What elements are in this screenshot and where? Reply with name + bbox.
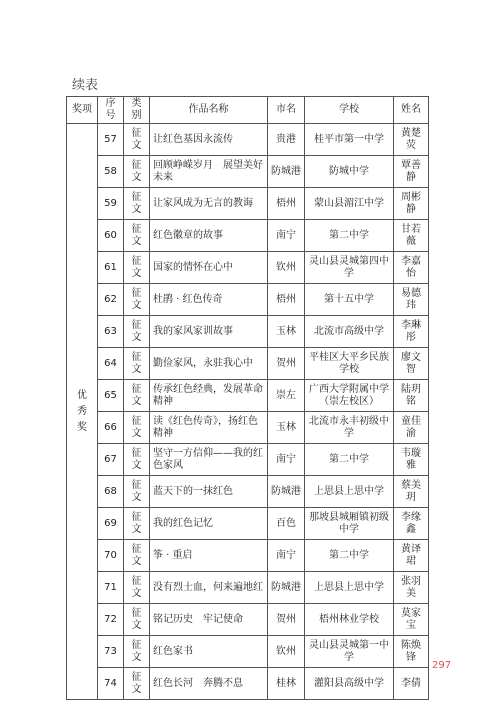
row-number: 73 bbox=[98, 636, 124, 668]
row-category: 征文 bbox=[124, 412, 150, 444]
row-city: 贺州 bbox=[268, 348, 305, 380]
table-row bbox=[67, 604, 429, 636]
row-city: 南宁 bbox=[268, 444, 305, 476]
row-name: 覃善静 bbox=[394, 156, 429, 188]
header-school: 学校 bbox=[305, 97, 394, 124]
row-category: 征文 bbox=[124, 220, 150, 252]
award-level-cell bbox=[67, 124, 98, 700]
row-number: 66 bbox=[98, 412, 124, 444]
award-level-char: 秀 bbox=[77, 405, 87, 417]
row-work-title: 让红色基因永流传 bbox=[150, 124, 268, 156]
row-work-title: 铭记历史 牢记使命 bbox=[150, 604, 268, 636]
row-city: 防城港 bbox=[268, 476, 305, 508]
row-name: 韦璇雅 bbox=[394, 444, 429, 476]
row-school: 灵山县灵城第一中学 bbox=[305, 636, 394, 668]
row-name: 李倩 bbox=[394, 668, 429, 700]
row-school: 上思县上思中学 bbox=[305, 476, 394, 508]
row-city: 贺州 bbox=[268, 604, 305, 636]
row-category: 征文 bbox=[124, 508, 150, 540]
table-row bbox=[67, 636, 429, 668]
table-row bbox=[67, 252, 429, 284]
row-category: 征文 bbox=[124, 540, 150, 572]
table-row bbox=[67, 380, 429, 412]
header-work-title: 作品名称 bbox=[150, 97, 268, 124]
row-work-title: 红色长河 奔腾不息 bbox=[150, 668, 268, 700]
row-work-title: 筝 · 重启 bbox=[150, 540, 268, 572]
row-category: 征文 bbox=[124, 124, 150, 156]
row-name: 周彬静 bbox=[394, 188, 429, 220]
row-name: 张羽美 bbox=[394, 572, 429, 604]
row-name: 易德玮 bbox=[394, 284, 429, 316]
row-work-title: 杜鹃 · 红色传奇 bbox=[150, 284, 268, 316]
table-row bbox=[67, 508, 429, 540]
row-name: 黄译珺 bbox=[394, 540, 429, 572]
row-city: 贵港 bbox=[268, 124, 305, 156]
row-category: 征文 bbox=[124, 604, 150, 636]
row-name: 廖文智 bbox=[394, 348, 429, 380]
row-city: 梧州 bbox=[268, 284, 305, 316]
row-school: 平桂区大平乡民族学校 bbox=[305, 348, 394, 380]
row-category: 征文 bbox=[124, 476, 150, 508]
row-name: 陈焕锋 bbox=[394, 636, 429, 668]
row-school: 第二中学 bbox=[305, 540, 394, 572]
row-category: 征文 bbox=[124, 284, 150, 316]
header-row bbox=[67, 97, 429, 124]
table-row bbox=[67, 316, 429, 348]
award-level-char: 优 bbox=[77, 389, 87, 401]
row-name: 李嘉怡 bbox=[394, 252, 429, 284]
row-work-title: 国家的情怀在心中 bbox=[150, 252, 268, 284]
row-work-title: 红色家书 bbox=[150, 636, 268, 668]
row-category: 征文 bbox=[124, 636, 150, 668]
row-school: 那坡县城厢镇初级中学 bbox=[305, 508, 394, 540]
row-number: 58 bbox=[98, 156, 124, 188]
row-city: 防城港 bbox=[268, 156, 305, 188]
row-school: 上思县上思中学 bbox=[305, 572, 394, 604]
row-number: 61 bbox=[98, 252, 124, 284]
row-category: 征文 bbox=[124, 572, 150, 604]
row-work-title: 坚守一方信仰——我的红色家风 bbox=[150, 444, 268, 476]
row-number: 63 bbox=[98, 316, 124, 348]
row-category: 征文 bbox=[124, 188, 150, 220]
row-city: 玉林 bbox=[268, 316, 305, 348]
table-row bbox=[67, 284, 429, 316]
header-category: 类别 bbox=[124, 97, 150, 124]
award-table bbox=[66, 96, 429, 700]
row-name: 李缘鑫 bbox=[394, 508, 429, 540]
table-row bbox=[67, 348, 429, 380]
row-name: 蔡美玥 bbox=[394, 476, 429, 508]
table-row bbox=[67, 572, 429, 604]
row-number: 57 bbox=[98, 124, 124, 156]
row-city: 梧州 bbox=[268, 188, 305, 220]
row-city: 南宁 bbox=[268, 540, 305, 572]
row-school: 灌阳县高级中学 bbox=[305, 668, 394, 700]
row-number: 72 bbox=[98, 604, 124, 636]
row-city: 百色 bbox=[268, 508, 305, 540]
row-school: 北流市高级中学 bbox=[305, 316, 394, 348]
row-school: 蒙山县湄江中学 bbox=[305, 188, 394, 220]
table-row bbox=[67, 668, 429, 700]
row-number: 71 bbox=[98, 572, 124, 604]
row-category: 征文 bbox=[124, 348, 150, 380]
row-school: 梧州林业学校 bbox=[305, 604, 394, 636]
table-row bbox=[67, 124, 429, 156]
row-number: 68 bbox=[98, 476, 124, 508]
table-row bbox=[67, 412, 429, 444]
row-number: 65 bbox=[98, 380, 124, 412]
row-name: 童佳渝 bbox=[394, 412, 429, 444]
row-number: 69 bbox=[98, 508, 124, 540]
row-number: 70 bbox=[98, 540, 124, 572]
row-city: 玉林 bbox=[268, 412, 305, 444]
row-school: 第二中学 bbox=[305, 444, 394, 476]
row-city: 南宁 bbox=[268, 220, 305, 252]
header-award: 奖项 bbox=[67, 97, 98, 124]
table-row bbox=[67, 476, 429, 508]
page-number: 297 bbox=[432, 660, 452, 671]
row-work-title: 回顾峥嵘岁月 展望美好未来 bbox=[150, 156, 268, 188]
row-number: 64 bbox=[98, 348, 124, 380]
row-number: 62 bbox=[98, 284, 124, 316]
row-name: 黄楚荧 bbox=[394, 124, 429, 156]
row-city: 桂林 bbox=[268, 668, 305, 700]
header-city: 市名 bbox=[268, 97, 305, 124]
row-work-title: 我的家风家训故事 bbox=[150, 316, 268, 348]
row-city: 崇左 bbox=[268, 380, 305, 412]
table-row bbox=[67, 188, 429, 220]
row-work-title: 蓝天下的一抹红色 bbox=[150, 476, 268, 508]
row-category: 征文 bbox=[124, 156, 150, 188]
award-level-char: 奖 bbox=[77, 421, 87, 433]
row-work-title: 没有烈士血，何来遍地红 bbox=[150, 572, 268, 604]
row-school: 灵山县灵城第四中学 bbox=[305, 252, 394, 284]
row-city: 钦州 bbox=[268, 252, 305, 284]
table-row bbox=[67, 156, 429, 188]
row-school: 第二中学 bbox=[305, 220, 394, 252]
row-category: 征文 bbox=[124, 444, 150, 476]
row-name: 莫家宝 bbox=[394, 604, 429, 636]
row-work-title: 红色徽章的故事 bbox=[150, 220, 268, 252]
row-school: 北流市永丰初级中学 bbox=[305, 412, 394, 444]
table-row bbox=[67, 540, 429, 572]
row-work-title: 我的红色记忆 bbox=[150, 508, 268, 540]
row-number: 74 bbox=[98, 668, 124, 700]
row-name: 陆玥铭 bbox=[394, 380, 429, 412]
table-caption: 续表 bbox=[72, 78, 99, 93]
row-work-title: 让家风成为无言的教诲 bbox=[150, 188, 268, 220]
row-work-title: 读《红色传奇》，扬红色精神 bbox=[150, 412, 268, 444]
row-school: 桂平市第一中学 bbox=[305, 124, 394, 156]
row-category: 征文 bbox=[124, 252, 150, 284]
row-category: 征文 bbox=[124, 668, 150, 700]
row-name: 甘若薇 bbox=[394, 220, 429, 252]
row-number: 60 bbox=[98, 220, 124, 252]
row-school: 第十五中学 bbox=[305, 284, 394, 316]
row-school: 广西大学附属中学（崇左校区） bbox=[305, 380, 394, 412]
header-number: 序号 bbox=[98, 97, 124, 124]
row-number: 67 bbox=[98, 444, 124, 476]
table-row bbox=[67, 444, 429, 476]
row-name: 李琳彤 bbox=[394, 316, 429, 348]
row-number: 59 bbox=[98, 188, 124, 220]
row-work-title: 勤俭家风，永驻我心中 bbox=[150, 348, 268, 380]
row-school: 防城中学 bbox=[305, 156, 394, 188]
row-category: 征文 bbox=[124, 380, 150, 412]
table-row bbox=[67, 220, 429, 252]
row-category: 征文 bbox=[124, 316, 150, 348]
row-work-title: 传承红色经典，发展革命精神 bbox=[150, 380, 268, 412]
row-city: 钦州 bbox=[268, 636, 305, 668]
row-city: 防城港 bbox=[268, 572, 305, 604]
header-name: 姓名 bbox=[394, 97, 429, 124]
